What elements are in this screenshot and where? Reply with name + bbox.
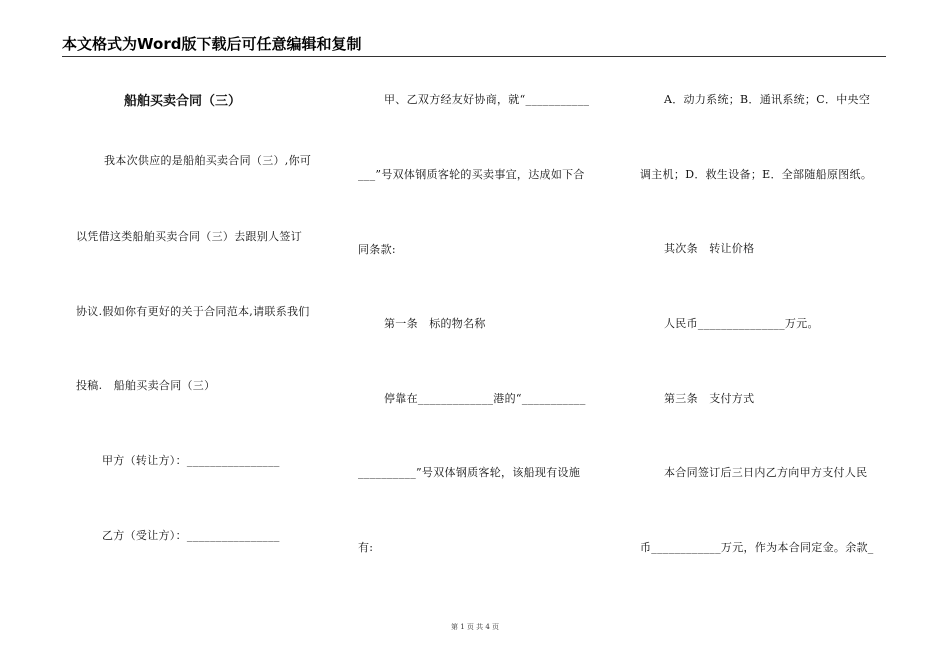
page-footer — [0, 622, 950, 632]
article-heading: 其次条 转让价格 — [664, 242, 755, 255]
paragraph-line: 以凭借这类船舶买卖合同（三）去跟别人签订 — [76, 230, 302, 243]
paragraph-line: 本合同签订后三日内乙方向甲方支付人民 — [664, 466, 868, 479]
paragraph-line: __________”号双体钢质客轮，该船现有设施 — [358, 466, 581, 479]
document-column-3 — [640, 60, 890, 640]
party-a-line: 甲方（转让方）：________________ — [102, 454, 280, 467]
paragraph-line: 我本次供应的是船舶买卖合同（三）,你可 — [104, 154, 312, 167]
article-heading: 第三条 支付方式 — [664, 392, 755, 405]
header-text: 本文格式为Word版下载后可任意编辑和复制 — [62, 35, 362, 53]
paragraph-line: 甲、乙双方经友好协商，就“___________ — [384, 93, 590, 106]
paragraph-line: 停靠在_____________港的“___________ — [384, 392, 586, 405]
paragraph-line: 协议.假如你有更好的关于合同范本,请联系我们 — [76, 305, 310, 318]
paragraph-line: 同条款: — [358, 243, 396, 256]
paragraph-line: 币____________万元，作为本合同定金。余款_ — [640, 541, 874, 554]
page-header — [62, 34, 886, 57]
paragraph-line: 人民币_______________万元。 — [664, 317, 819, 330]
article-heading: 第一条 标的物名称 — [384, 317, 486, 330]
paragraph-line: 有: — [358, 541, 374, 554]
document-column-1 — [76, 60, 326, 640]
paragraph-line: A．动力系统；B．通讯系统；C．中央空 — [664, 93, 871, 106]
page-number: 第 1 页 共 4 页 — [450, 623, 500, 631]
document-column-2 — [358, 60, 613, 640]
paragraph-line: 调主机；D．救生设备；E．全部随船原图纸。 — [640, 168, 873, 181]
paragraph-line: 投稿. 船舶买卖合同（三） — [76, 379, 216, 392]
paragraph-line: ___”号双体钢质客轮的买卖事宜，达成如下合 — [358, 168, 585, 181]
party-b-line: 乙方（受让方）：________________ — [102, 529, 280, 542]
document-title: 船舶买卖合同（三） — [124, 94, 242, 109]
